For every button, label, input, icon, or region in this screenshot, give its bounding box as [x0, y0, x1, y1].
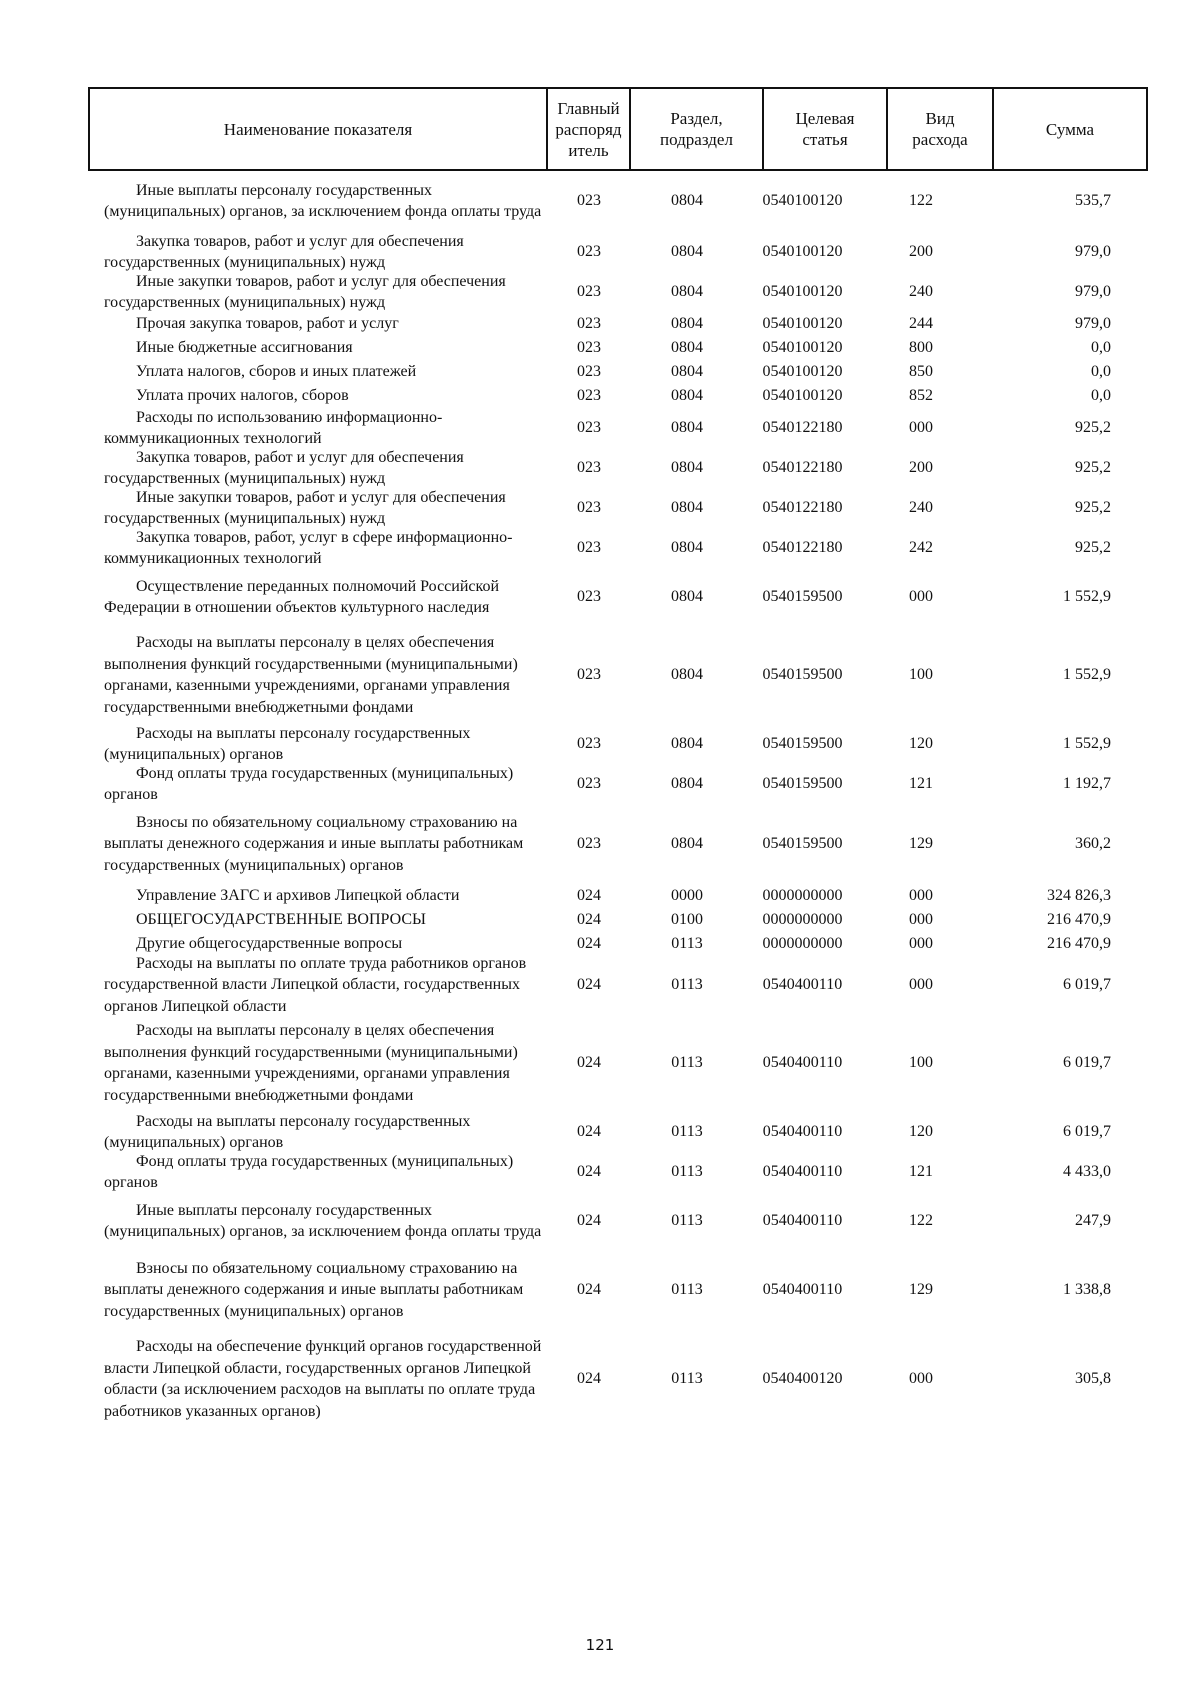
row-expense-type: 850 — [909, 363, 933, 380]
row-section: 0804 — [671, 666, 703, 683]
table-row — [88, 1330, 1115, 1428]
table-row — [88, 360, 1115, 384]
row-name: ОБЩЕГОСУДАРСТВЕННЫЕ ВОПРОСЫ — [136, 911, 426, 929]
row-expense-type: 122 — [909, 192, 933, 209]
row-target-article: 0540122180 — [762, 539, 843, 556]
row-name: Иные бюджетные ассигнования — [136, 339, 353, 357]
row-section: 0113 — [671, 976, 703, 993]
row-sum: 1 552,9 — [1063, 735, 1111, 752]
table-row — [88, 1250, 1115, 1330]
row-main-manager: 024 — [577, 1054, 601, 1071]
table-row — [88, 1112, 1115, 1152]
row-sum: 6 019,7 — [1063, 1123, 1111, 1140]
row-section: 0804 — [671, 192, 703, 209]
row-expense-type: 000 — [909, 419, 933, 436]
row-target-article: 0540100120 — [762, 283, 843, 300]
row-name: Взносы по обязательному социальному страхованию на выплаты денежного содержания и иные выплаты работникам государственных (муниципальных) органов — [104, 1259, 524, 1320]
header-main-manager: Главный распоряд итель — [547, 88, 630, 170]
row-target-article: 0000000000 — [762, 887, 843, 904]
table-row — [88, 956, 1115, 1014]
table-row — [88, 528, 1115, 568]
row-expense-type: 000 — [909, 588, 933, 605]
table-row — [88, 1014, 1115, 1112]
table-row — [88, 724, 1115, 764]
row-name: Фонд оплаты труда государственных (муниципальных) органов — [104, 1152, 514, 1191]
row-name: Управление ЗАГС и архивов Липецкой области — [136, 887, 460, 905]
row-main-manager: 023 — [577, 283, 601, 300]
row-name: Расходы на выплаты персоналу в целях обеспечения выполнения функций государственными (муниципальными) органами, казенными учреждениями, органами управления государственными внебюджетными фондами — [104, 1022, 518, 1104]
row-sum: 4 433,0 — [1063, 1163, 1111, 1180]
row-target-article: 0540400110 — [762, 1281, 843, 1298]
row-main-manager: 023 — [577, 539, 601, 556]
row-main-manager: 024 — [577, 911, 601, 928]
row-expense-type: 000 — [909, 935, 933, 952]
row-name: Иные выплаты персоналу государственных (муниципальных) органов, за исключением фонда оплаты труда — [104, 1201, 542, 1240]
row-expense-type: 100 — [909, 666, 933, 683]
row-main-manager: 024 — [577, 1123, 601, 1140]
row-target-article: 0540122180 — [762, 499, 843, 516]
row-section: 0804 — [671, 588, 703, 605]
row-target-article: 0000000000 — [762, 935, 843, 952]
table-row — [88, 170, 1115, 232]
row-section: 0804 — [671, 387, 703, 404]
row-expense-type: 244 — [909, 315, 933, 332]
row-section: 0804 — [671, 339, 703, 356]
row-expense-type: 240 — [909, 499, 933, 516]
table-row — [88, 272, 1115, 312]
row-section: 0804 — [671, 283, 703, 300]
row-section: 0113 — [671, 1212, 703, 1229]
row-main-manager: 023 — [577, 666, 601, 683]
row-target-article: 0540100120 — [762, 387, 843, 404]
row-section: 0804 — [671, 539, 703, 556]
row-name: Прочая закупка товаров, работ и услуг — [136, 315, 399, 333]
row-main-manager: 024 — [577, 887, 601, 904]
row-section: 0113 — [671, 1163, 703, 1180]
table-row — [88, 884, 1115, 908]
table-body — [88, 170, 1115, 1428]
row-sum: 979,0 — [1075, 283, 1111, 300]
row-sum: 0,0 — [1091, 339, 1111, 356]
row-sum: 305,8 — [1075, 1370, 1111, 1387]
row-section: 0804 — [671, 735, 703, 752]
row-main-manager: 024 — [577, 1281, 601, 1298]
row-sum: 925,2 — [1075, 499, 1111, 516]
row-sum: 1 338,8 — [1063, 1281, 1111, 1298]
table-row — [88, 336, 1115, 360]
row-sum: 247,9 — [1075, 1212, 1111, 1229]
row-main-manager: 023 — [577, 835, 601, 852]
row-main-manager: 023 — [577, 735, 601, 752]
row-target-article: 0540400110 — [762, 1163, 843, 1180]
row-expense-type: 100 — [909, 1054, 933, 1071]
row-name: Осуществление переданных полномочий Российской Федерации в отношении объектов культурного наследия — [104, 577, 500, 616]
table-row — [88, 488, 1115, 528]
row-expense-type: 000 — [909, 887, 933, 904]
row-target-article: 0540100120 — [762, 315, 843, 332]
row-section: 0113 — [671, 1123, 703, 1140]
row-section: 0804 — [671, 243, 703, 260]
row-main-manager: 023 — [577, 315, 601, 332]
table-row — [88, 384, 1115, 408]
row-name: Другие общегосударственные вопросы — [136, 935, 403, 953]
header-sum: Сумма — [993, 88, 1147, 170]
row-target-article: 0540100120 — [762, 243, 843, 260]
row-expense-type: 121 — [909, 775, 933, 792]
row-main-manager: 024 — [577, 1212, 601, 1229]
header-section: Раздел, подраздел — [630, 88, 763, 170]
row-target-article: 0540100120 — [762, 192, 843, 209]
row-sum: 6 019,7 — [1063, 1054, 1111, 1071]
row-sum: 6 019,7 — [1063, 976, 1111, 993]
row-expense-type: 120 — [909, 735, 933, 752]
row-name: Взносы по обязательному социальному страхованию на выплаты денежного содержания и иные выплаты работникам государственных (муниципальных) органов — [104, 813, 524, 874]
row-section: 0804 — [671, 459, 703, 476]
row-target-article: 0540400110 — [762, 976, 843, 993]
row-name: Расходы на выплаты персоналу в целях обеспечения выполнения функций государственными (муниципальными) органами, казенными учреждениями, органами управления государственными внебюджетными фондами — [104, 634, 518, 716]
row-sum: 1 192,7 — [1063, 775, 1111, 792]
row-expense-type: 121 — [909, 1163, 933, 1180]
table-header — [88, 87, 1148, 171]
row-main-manager: 024 — [577, 1370, 601, 1387]
row-expense-type: 242 — [909, 539, 933, 556]
row-sum: 979,0 — [1075, 315, 1111, 332]
row-section: 0113 — [671, 1054, 703, 1071]
row-section: 0804 — [671, 419, 703, 436]
row-expense-type: 852 — [909, 387, 933, 404]
row-sum: 925,2 — [1075, 459, 1111, 476]
row-sum: 535,7 — [1075, 192, 1111, 209]
row-sum: 360,2 — [1075, 835, 1111, 852]
row-section: 0804 — [671, 499, 703, 516]
row-main-manager: 023 — [577, 339, 601, 356]
row-target-article: 0000000000 — [762, 911, 843, 928]
row-target-article: 0540122180 — [762, 459, 843, 476]
row-main-manager: 023 — [577, 192, 601, 209]
row-expense-type: 129 — [909, 835, 933, 852]
row-name: Уплата прочих налогов, сборов — [136, 387, 349, 405]
row-expense-type: 200 — [909, 243, 933, 260]
row-main-manager: 023 — [577, 588, 601, 605]
row-target-article: 0540159500 — [762, 735, 843, 752]
row-sum: 1 552,9 — [1063, 588, 1111, 605]
row-section: 0804 — [671, 775, 703, 792]
row-target-article: 0540400120 — [762, 1370, 843, 1387]
row-name: Расходы на выплаты по оплате труда работников органов государственной власти Липецкой области, государственных органов Липецкой области — [104, 954, 527, 1015]
row-sum: 216 470,9 — [1047, 911, 1111, 928]
row-main-manager: 023 — [577, 775, 601, 792]
row-target-article: 0540400110 — [762, 1123, 843, 1140]
row-sum: 925,2 — [1075, 539, 1111, 556]
row-name: Закупка товаров, работ и услуг для обеспечения государственных (муниципальных) нужд — [104, 232, 464, 271]
row-sum: 1 552,9 — [1063, 666, 1111, 683]
row-section: 0804 — [671, 835, 703, 852]
row-target-article: 0540159500 — [762, 588, 843, 605]
table-row — [88, 408, 1115, 448]
row-expense-type: 800 — [909, 339, 933, 356]
row-section: 0113 — [671, 1281, 703, 1298]
row-main-manager: 023 — [577, 243, 601, 260]
row-expense-type: 122 — [909, 1212, 933, 1229]
row-section: 0113 — [671, 935, 703, 952]
row-name: Расходы на выплаты персоналу государственных (муниципальных) органов — [104, 724, 471, 763]
row-sum: 216 470,9 — [1047, 935, 1111, 952]
row-name: Расходы по использованию информационно-коммуникационных технологий — [104, 408, 443, 447]
table-row — [88, 804, 1115, 884]
row-name: Расходы на выплаты персоналу государственных (муниципальных) органов — [104, 1112, 471, 1151]
row-name: Расходы на обеспечение функций органов государственной власти Липецкой области, государственных органов Липецкой области (за исключением расходов на выплаты по оплате труда работников указанных органов) — [104, 1338, 542, 1420]
row-section: 0113 — [671, 1370, 703, 1387]
page-number: 121 — [585, 1636, 615, 1654]
row-main-manager: 023 — [577, 419, 601, 436]
row-main-manager: 024 — [577, 935, 601, 952]
header-expense-type: Вид расхода — [887, 88, 993, 170]
table-row — [88, 764, 1115, 804]
table-row — [88, 1152, 1115, 1192]
row-target-article: 0540122180 — [762, 419, 843, 436]
table-row — [88, 448, 1115, 488]
table-row — [88, 908, 1115, 932]
row-expense-type: 200 — [909, 459, 933, 476]
row-name: Фонд оплаты труда государственных (муниципальных) органов — [104, 764, 514, 803]
row-expense-type: 120 — [909, 1123, 933, 1140]
row-sum: 324 826,3 — [1047, 887, 1111, 904]
row-name: Иные выплаты персоналу государственных (муниципальных) органов, за исключением фонда оплаты труда — [104, 181, 542, 220]
row-target-article: 0540400110 — [762, 1054, 843, 1071]
row-name: Закупка товаров, работ, услуг в сфере информационно-коммуникационных технологий — [104, 528, 513, 567]
row-target-article: 0540159500 — [762, 775, 843, 792]
row-name: Иные закупки товаров, работ и услуг для обеспечения государственных (муниципальных) нужд — [104, 272, 506, 311]
row-sum: 0,0 — [1091, 387, 1111, 404]
row-section: 0804 — [671, 363, 703, 380]
row-expense-type: 000 — [909, 976, 933, 993]
row-expense-type: 240 — [909, 283, 933, 300]
row-section: 0100 — [671, 911, 703, 928]
table-row — [88, 232, 1115, 272]
header-target-article: Целевая статья — [763, 88, 887, 170]
row-section: 0000 — [671, 887, 703, 904]
row-sum: 979,0 — [1075, 243, 1111, 260]
row-name: Уплата налогов, сборов и иных платежей — [136, 363, 417, 381]
row-expense-type: 000 — [909, 911, 933, 928]
row-target-article: 0540100120 — [762, 363, 843, 380]
row-main-manager: 024 — [577, 1163, 601, 1180]
row-sum: 0,0 — [1091, 363, 1111, 380]
row-name: Закупка товаров, работ и услуг для обеспечения государственных (муниципальных) нужд — [104, 448, 464, 487]
row-expense-type: 129 — [909, 1281, 933, 1298]
row-main-manager: 023 — [577, 387, 601, 404]
table-row — [88, 568, 1115, 626]
row-target-article: 0540100120 — [762, 339, 843, 356]
row-name: Иные закупки товаров, работ и услуг для обеспечения государственных (муниципальных) нужд — [104, 488, 506, 527]
table-row — [88, 1192, 1115, 1250]
row-main-manager: 023 — [577, 499, 601, 516]
row-main-manager: 024 — [577, 976, 601, 993]
row-sum: 925,2 — [1075, 419, 1111, 436]
row-target-article: 0540159500 — [762, 835, 843, 852]
row-section: 0804 — [671, 315, 703, 332]
header-name: Наименование показателя — [89, 88, 547, 170]
row-main-manager: 023 — [577, 363, 601, 380]
row-main-manager: 023 — [577, 459, 601, 476]
row-target-article: 0540159500 — [762, 666, 843, 683]
table-row — [88, 312, 1115, 336]
table-row — [88, 626, 1115, 724]
row-target-article: 0540400110 — [762, 1212, 843, 1229]
row-expense-type: 000 — [909, 1370, 933, 1387]
